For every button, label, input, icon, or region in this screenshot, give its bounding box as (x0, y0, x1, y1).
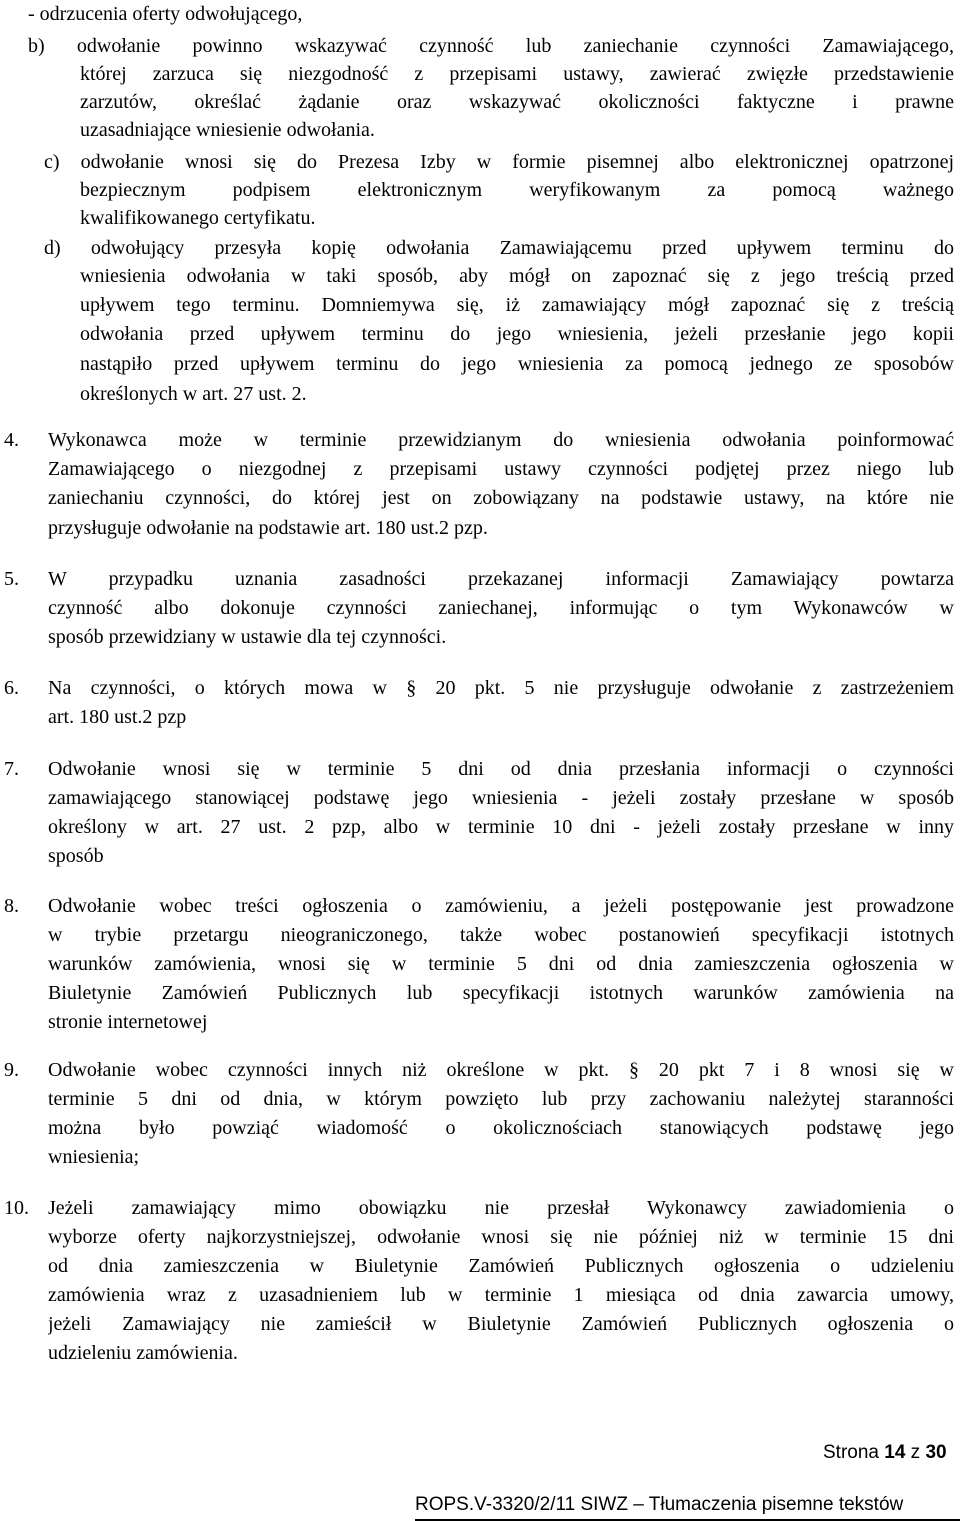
list-number: 8. (4, 895, 19, 917)
text-line: zamawiającego stanowiącej podstawę jego wniesienia - jeżeli zostały przesłane w sposób (48, 787, 954, 809)
text-line: której zarzuca się niezgodność z przepisami ustawy, zawierać zwięzłe przedstawienie (80, 63, 954, 85)
text-line: zaniechaniu czynności, do której jest on zobowiązany na podstawie ustawy, na które nie (48, 487, 954, 509)
text-line: b) odwołanie powinno wskazywać czynność lub zaniechanie czynności Zamawiającego, (28, 35, 954, 57)
text-line: wyborze oferty najkorzystniejszej, odwołanie wnosi się nie później niż w terminie 15 dni (48, 1226, 954, 1248)
text-line: wniesienia; (48, 1146, 140, 1168)
page-separator: z (905, 1442, 926, 1463)
text-line: odwołania przed upływem terminu do jego wniesienia, jeżeli przesłanie jego kopii (80, 323, 954, 345)
text-line: - odrzucenia oferty odwołującego, (28, 3, 303, 25)
text-line: sposób (48, 845, 104, 867)
list-number: 10. (4, 1197, 29, 1219)
text-line: art. 180 ust.2 pzp (48, 706, 187, 728)
text-line: udzieleniu zamówienia. (48, 1342, 238, 1364)
text-line: wniesienia odwołania w taki sposób, aby mógł on zapoznać się z jego treścią przed (80, 265, 954, 287)
text-line: stronie internetowej (48, 1011, 208, 1033)
text-line: w trybie przetargu nieograniczonego, także wobec postanowień specyfikacji istotnych (48, 924, 954, 946)
list-number: 5. (4, 568, 19, 590)
text-line: upływem tego terminu. Domniemywa się, iż zamawiający mógł zapoznać się z treścią (80, 294, 954, 316)
text-line: można było powziąć wiadomość o okolicznościach stanowiących podstawę jego (48, 1117, 954, 1139)
text-line: uzasadniające wniesienie odwołania. (80, 119, 375, 141)
list-number: 9. (4, 1059, 19, 1081)
page-number (823, 1440, 947, 1466)
text-line: określonych w art. 27 ust. 2. (80, 383, 307, 405)
text-line: bezpiecznym podpisem elektronicznym weryfikowanym za pomocą ważnego (80, 179, 954, 201)
text-line: określony w art. 27 ust. 2 pzp, albo w terminie 10 dni - jeżeli zostały przesłane w inny (48, 816, 954, 838)
text-line: Wykonawca może w terminie przewidzianym do wniesienia odwołania poinformować (48, 429, 954, 451)
text-line: od dnia zamieszczenia w Biuletynie Zamówień Publicznych ogłoszenia o udzieleniu (48, 1255, 954, 1277)
text-line: d) odwołujący przesyła kopię odwołania Zamawiającemu przed upływem terminu do (44, 237, 954, 259)
list-number: 7. (4, 758, 19, 780)
text-line: warunków zamówienia, wnosi się w terminie 5 dni od dnia zamieszczenia ogłoszenia w (48, 953, 954, 975)
list-number: 6. (4, 677, 19, 699)
text-line: zarzutów, określać żądanie oraz wskazywać okoliczności faktyczne i prawne (80, 91, 954, 113)
text-line: Jeżeli zamawiający mimo obowiązku nie przesłał Wykonawcy zawiadomienia o (48, 1197, 954, 1219)
text-line: W przypadku uznania zasadności przekazanej informacji Zamawiający powtarza (48, 568, 954, 590)
text-line: Odwołanie wobec czynności innych niż określone w pkt. § 20 pkt 7 i 8 wnosi się w (48, 1059, 954, 1081)
text-line: sposób przewidziany w ustawie dla tej czynności. (48, 626, 447, 648)
text-line: Zamawiającego o niezgodnej z przepisami ustawy czynności podjętej przez niego lub (48, 458, 954, 480)
text-line: czynność albo dokonuje czynności zaniechanej, informując o tym Wykonawców w (48, 597, 954, 619)
text-line: kwalifikowanego certyfikatu. (80, 207, 316, 229)
text-line: Biuletynie Zamówień Publicznych lub specyfikacji istotnych warunków zamówienia na (48, 982, 954, 1004)
page-total: 30 (925, 1442, 947, 1463)
text-line: Na czynności, o których mowa w § 20 pkt. 5 nie przysługuje odwołanie z zastrzeżeniem (48, 677, 954, 699)
page-current: 14 (884, 1442, 906, 1463)
text-line: przysługuje odwołanie na podstawie art. 180 ust.2 pzp. (48, 517, 488, 539)
list-number: 4. (4, 429, 19, 451)
text-line: zamówienia wraz z uzasadnieniem lub w terminie 1 miesiąca od dnia zawarcia umowy, (48, 1284, 954, 1306)
text-line: jeżeli Zamawiający nie zamieścił w Biuletynie Zamówień Publicznych ogłoszenia o (48, 1313, 954, 1335)
page-prefix: Strona (823, 1442, 885, 1463)
text-line: terminie 5 dni od dnia, w którym powzięto lub przy zachowaniu należytej staranności (48, 1088, 954, 1110)
text-line: c) odwołanie wnosi się do Prezesa Izby w formie pisemnej albo elektronicznej opatrzonej (44, 151, 954, 173)
text-line: nastąpiło przed upływem terminu do jego wniesienia za pomocą jednego ze sposobów (80, 353, 954, 375)
text-line: Odwołanie wnosi się w terminie 5 dni od dnia przesłania informacji o czynności (48, 758, 954, 780)
text-line: Odwołanie wobec treści ogłoszenia o zamówieniu, a jeżeli postępowanie jest prowadzone (48, 895, 954, 917)
document-id: ROPS.V-3320/2/11 SIWZ – Tłumaczenia pisemne tekstów (415, 1494, 904, 1515)
